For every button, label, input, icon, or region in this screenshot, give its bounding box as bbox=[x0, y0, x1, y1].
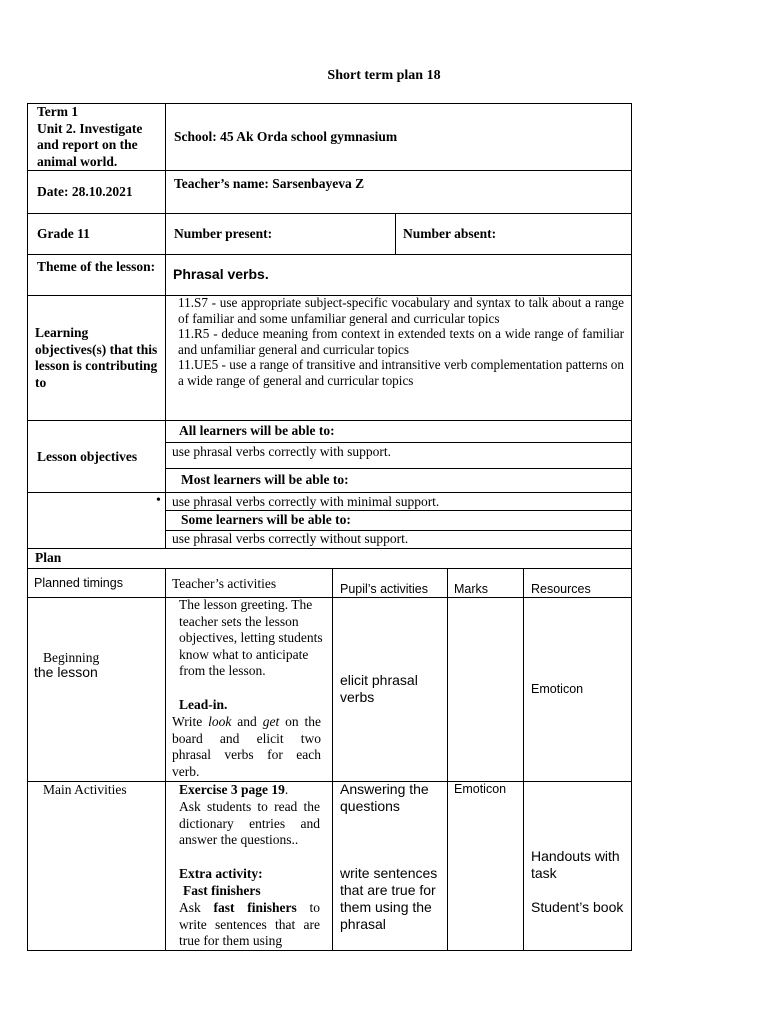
fast-finishers-text: Ask fast finishers to write sentences that are true for them using bbox=[179, 900, 321, 949]
beginning-resources: Emoticon bbox=[531, 682, 584, 696]
beginning-timing: Beginning bbox=[43, 650, 100, 665]
learning-objective-item: 11.S7 - use appropriate subject-specific vocabulary and syntax to talk about a range of familiar and some unfamiliar general and curricular topics bbox=[178, 295, 624, 326]
theme-value: Phrasal verbs. bbox=[173, 266, 269, 282]
main-marks: Emoticon bbox=[454, 782, 507, 796]
learning-objective-item: 11.R5 - deduce meaning from context in extended texts on a wide range of familiar and unfamiliar general and curricular topics bbox=[178, 326, 624, 357]
main-pupil-activity-answering: Answering the questions bbox=[340, 781, 429, 814]
learning-objectives-list bbox=[178, 295, 624, 389]
number-present: Number present: bbox=[174, 226, 273, 241]
grade: Grade 11 bbox=[37, 226, 90, 241]
main-pupil-activity-write: write sentences that are true for them using the phrasal bbox=[340, 865, 438, 932]
column-header-marks: Marks bbox=[454, 582, 489, 596]
beginning-timing-lesson: the lesson bbox=[34, 664, 98, 680]
lesson-date: Date: 28.10.2021 bbox=[37, 184, 133, 199]
all-learners-heading: All learners will be able to: bbox=[179, 423, 335, 438]
lead-in-heading: Lead-in. bbox=[179, 697, 228, 712]
some-learners-text: use phrasal verbs correctly without support. bbox=[172, 531, 409, 546]
extra-activity-heading: Extra activity: bbox=[179, 866, 263, 881]
column-header-resources: Resources bbox=[531, 582, 591, 596]
plan-label: Plan bbox=[35, 550, 62, 565]
lesson-objectives-label: Lesson objectives bbox=[37, 449, 138, 464]
column-header-pupil-activities: Pupil’s activities bbox=[340, 582, 429, 596]
column-header-teacher-activities: Teacher’s activities bbox=[172, 576, 277, 591]
learning-objective-item: 11.UE5 - use a range of transitive and intransitive verb complementation patterns on a wide range of general and curricular topics bbox=[178, 357, 624, 388]
most-learners-heading: Most learners will be able to: bbox=[181, 472, 349, 487]
learning-objectives-label: Learning objectives(s) that this lesson is contributing to bbox=[35, 325, 158, 390]
school-name: School: 45 Ak Orda school gymnasium bbox=[174, 129, 398, 144]
main-activities-timing: Main Activities bbox=[43, 782, 127, 797]
beginning-teacher-text: The lesson greeting. The teacher sets the lesson objectives, letting students know what to anticipate from the lesson. bbox=[179, 597, 323, 679]
teacher-name: Teacher’s name: Sarsenbayeva Z bbox=[174, 176, 365, 191]
beginning-pupil-activity: elicit phrasal verbs bbox=[340, 672, 418, 705]
term-unit-label: Term 1 Unit 2. Investigate and report on the animal world. bbox=[37, 104, 143, 169]
exercise-text: Ask students to read the dictionary entries and answer the questions.. bbox=[179, 799, 320, 848]
number-absent: Number absent: bbox=[403, 226, 497, 241]
bullet-point: • bbox=[156, 493, 161, 508]
theme-label: Theme of the lesson: bbox=[37, 259, 156, 274]
most-learners-text: use phrasal verbs correctly with minimal support. bbox=[172, 494, 440, 509]
all-learners-text: use phrasal verbs correctly with support. bbox=[172, 444, 391, 459]
fast-finishers-heading: Fast finishers bbox=[183, 883, 261, 898]
document-title: Short term plan 18 bbox=[327, 68, 441, 83]
main-resources-book: Student’s book bbox=[531, 899, 624, 915]
some-learners-heading: Some learners will be able to: bbox=[181, 512, 351, 527]
exercise-heading: Exercise 3 page 19. bbox=[179, 782, 289, 797]
lead-in-text: Write look and get on the board and elicit two phrasal verbs for each verb. bbox=[172, 714, 322, 779]
main-resources-handouts: Handouts with task bbox=[531, 848, 620, 881]
column-header-planned-timings: Planned timings bbox=[34, 576, 123, 590]
